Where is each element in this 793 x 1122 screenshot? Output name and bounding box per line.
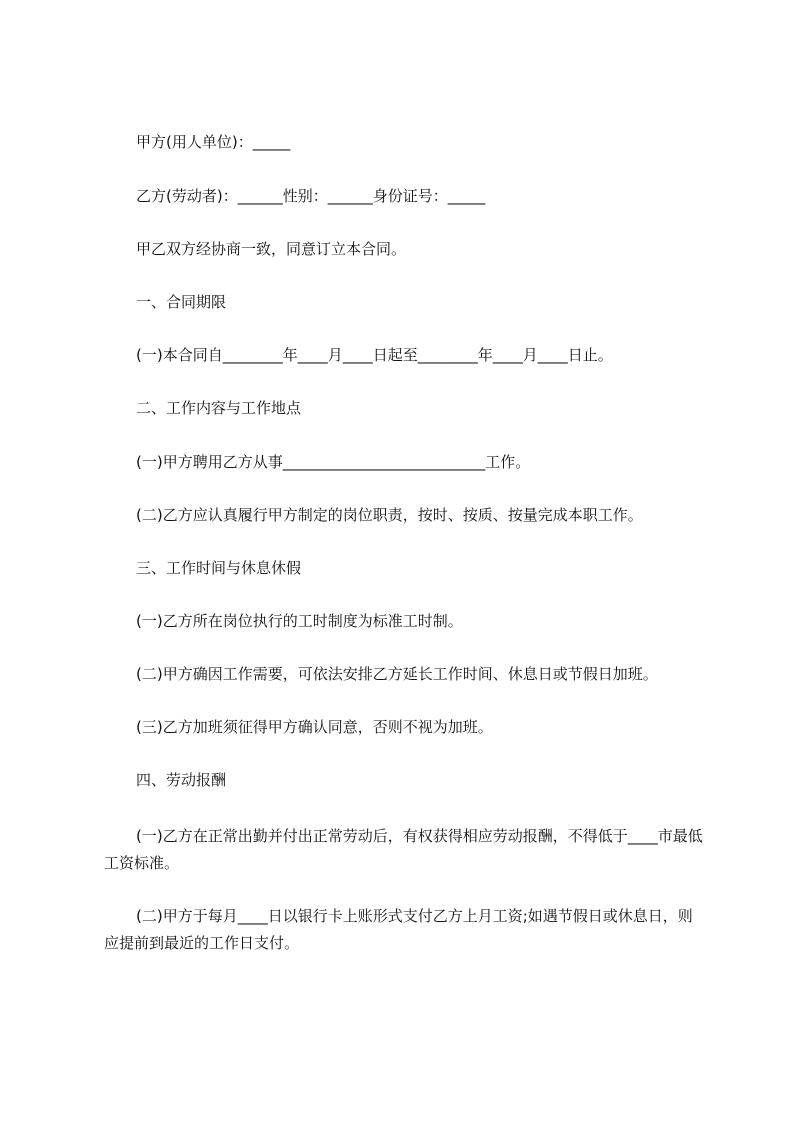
work-content-clause-1: (一)甲方聘用乙方从事___________________________工作。 — [136, 453, 531, 471]
section-heading-working-hours: 三、工作时间与休息休假 — [136, 559, 302, 577]
contract-term-clause: (一)本合同自________年____月____日起至________年____月____日止。 — [136, 346, 613, 364]
party-b-line: 乙方(劳动者)：______性别：______身份证号：_____ — [136, 187, 486, 205]
working-hours-clause-1: (一)乙方所在岗位执行的工时制度为标准工时制。 — [136, 612, 463, 630]
section-heading-work-content: 二、工作内容与工作地点 — [136, 399, 302, 417]
section-heading-contract-term: 一、合同期限 — [136, 293, 227, 311]
work-content-clause-2: (二)乙方应认真履行甲方制定的岗位职责，按时、按质、按量完成本职工作。 — [136, 506, 643, 524]
remuneration-clause-1: (一)乙方在正常出勤并付出正常劳动后，有权获得相应劳动报酬，不得低于____市最低工资标准。 — [104, 827, 703, 872]
party-a-line: 甲方(用人单位)：_____ — [136, 133, 291, 151]
agreement-statement: 甲乙双方经协商一致，同意订立本合同。 — [136, 240, 407, 258]
section-heading-remuneration: 四、劳动报酬 — [136, 771, 227, 789]
working-hours-clause-3: (三)乙方加班须征得甲方确认同意，否则不视为加班。 — [136, 718, 493, 736]
working-hours-clause-2: (二)甲方确因工作需要，可依法安排乙方延长工作时间、休息日或节假日加班。 — [136, 665, 658, 683]
remuneration-clause-2: (二)甲方于每月____日以银行卡上账形式支付乙方上月工资;如遇节假日或休息日，则应提前到最近的工作日支付。 — [104, 907, 693, 952]
